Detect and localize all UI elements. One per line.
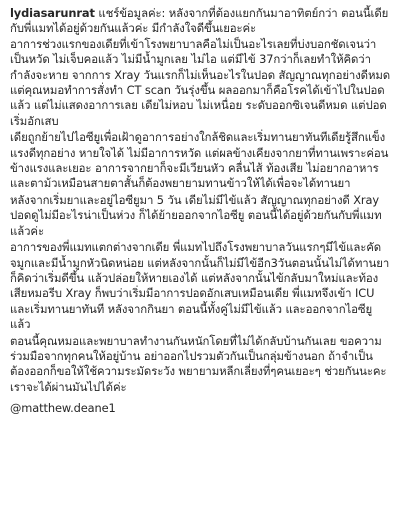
- caption-paragraph: อาการช่วงแรกของเดียที่เข้าโรงพยาบาลคือไม่เป็นอะไรเลยที่บ่งบอกชัดเจนว่าเป็นหวัด ไม่เจ็บคอแล้ว ไม่มีน้ำมูกเลย ไม่ไอ แต่มีไข้ 37กว่าก็เลยทำให้คิดว่ากำลังจะหาย จากการ Xray วันแรกก็ไม่เห็นอะไรในปอด สัญญาณทุกอย่างดีหมด แต่คุณหมอทำการสั่งทำ CT scan วันรุ่งขึ้น ผลออกมาก็คือโรคได้เข้าไปในปอดแล้ว แต่ไม่แสดงอาการเลย เดียไม่หอบ ไม่เหนื่อย ระดับออกซิเจนดีหมด แต่ปอดเริ่มอักเสบ: [10, 36, 391, 128]
- caption-paragraph: เดียถูกย้ายไปไอซียูเพื่อเฝ้าดูอาการอย่างใกล้ชิดและเริ่มทานยาทันทีเดียรู้สึกแข็งแรงดีทุกอย่าง หายใจได้ ไม่มีอาการหวัด แต่ผลข้างเคียงจากยาที่ทานเพราะค่อนข้างแรงและเยอะ อาการจากยาก็จะมีเวียนหัว คลื่นไส้ ท้องเสีย ไม่อยากอาหาร และตาม้วเหมือนสายตาสั้นก็ต้องพยายามทานข้าวให้ได้เพื่อจะได้ทานยา: [10, 130, 389, 191]
- mention-link[interactable]: @matthew.deane1: [10, 401, 116, 416]
- caption-paragraph: แชร์ข้อมูลค่ะ: หลังจากที่ต้องแยกกันมาอาทิตย์กว่า ตอนนี้เดียกับพี่แมทได้อยู่ด้วยกันแล้วค่ะ มีกำลังใจดีขึ้นเยอะค่ะ: [10, 6, 389, 36]
- caption-paragraph: อาการของพี่แมทแตกต่างจากเดีย พี่แมทไปถึงโรงพยาบาลวันแรกๆมีไข้และคัดจมูกและมีน้ำมูกหัวนิดหน่อย แต่หลังจากนั้นก็ไม่มีไข้อีก3วันตอนนั้นไม่ได้ทานยา ก็คิดว่าเริ่มดีขึ้น แล้วปล่อยให้หายเองได้ แต่หลังจากนั้นไข้กลับมาใหม่และท้องเสียหมอรีบ Xray ก็พบว่าเริ่มมีอาการปอดอักเสบเหมือนเดีย พี่แมทจึงเข้า ICU และเริ่มทานยาทันที หลังจากกินยา ตอนนี้ทั้งคู่ไม่มีไข้แล้ว และออกจากไอซียูแล้ว: [10, 240, 390, 332]
- caption-text: [10, 6, 392, 417]
- caption-first-paragraph: [10, 6, 392, 37]
- caption-paragraph: ตอนนี้คุณหมอและพยาบาลทำงานกันหนักโดยที่ไม่ได้กลับบ้านกันเลย ขอความร่วมมือจากทุกคนให้อยู่บ้าน อย่าออกไปรวมตัวกันเป็นกลุ่มข้างนอก ถ้าจำเป็นต้องออกก็ขอให้ใช้ความระมัดระวัง พยายามหลีกเลี่ยงที่ๆคนเยอะๆ ช่วยกันนะคะ เราจะได้ผ่านมันไปได้ค่ะ: [10, 333, 387, 394]
- username-link[interactable]: lydiasarunrat: [10, 6, 95, 20]
- caption-paragraph: หลังจากเริ่มยาและอยู่ไอซียูมา 5 วัน เดียไม่มีไข้แล้ว สัญญาณทุกอย่างดี Xray ปอดดูไม่มีอะไรน่าเป็นห่วง ก็ได้ย้ายออกจากไอซียู ตอนนี้ได้อยู่ด้วยกันกับพี่แมทแล้วค่ะ: [10, 192, 382, 238]
